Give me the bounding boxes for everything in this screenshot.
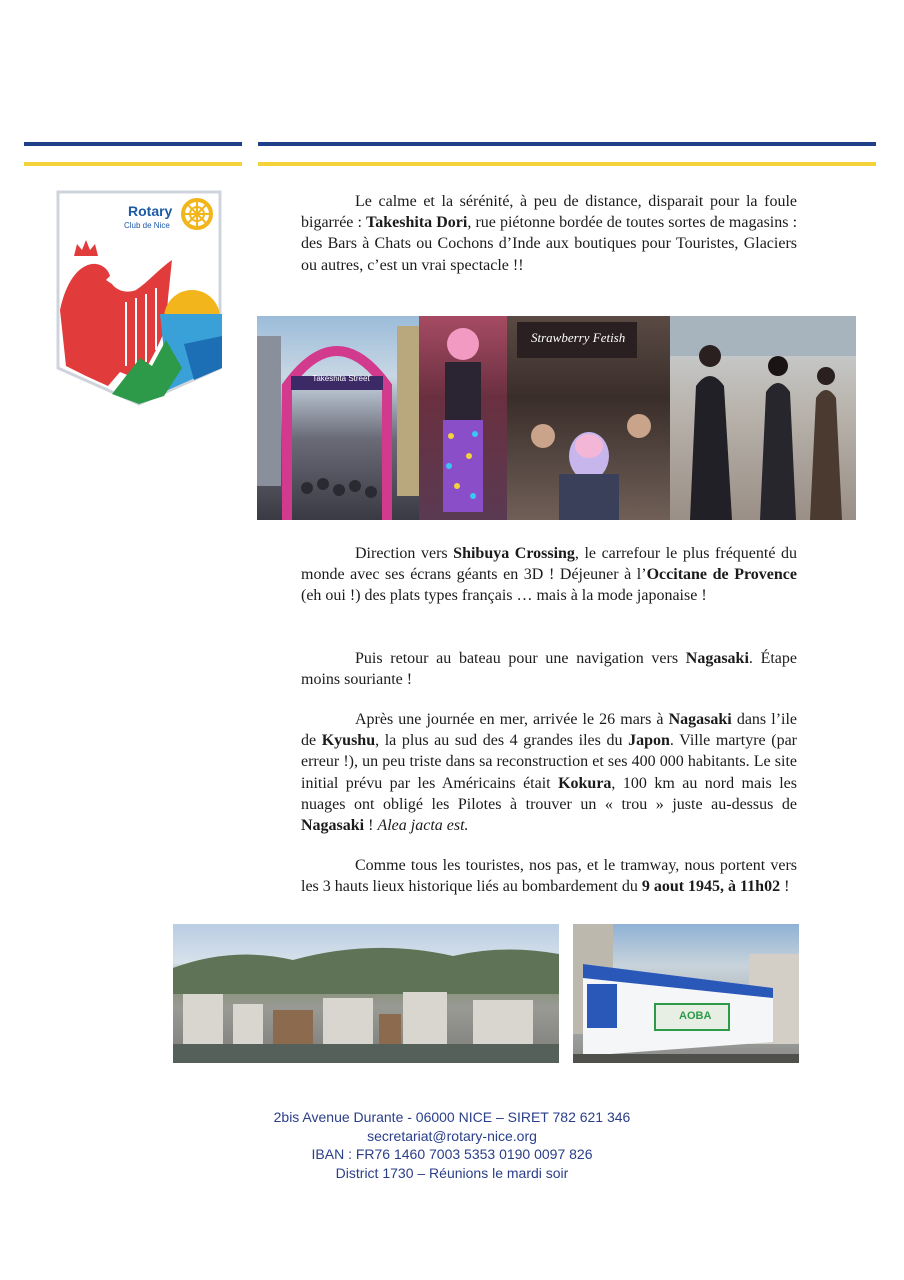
photo-street-crowd xyxy=(670,316,856,520)
photo-nagasaki-tram xyxy=(573,924,799,1063)
header-rule-left-yellow xyxy=(24,162,242,166)
logo-subtitle: Club de Nice xyxy=(124,221,170,230)
tram-ad-text: AOBA xyxy=(679,1010,712,1022)
photo-colorful-outfit xyxy=(419,316,507,520)
rotary-wheel-icon xyxy=(183,200,211,228)
photo-takeshita-street-gate xyxy=(257,316,419,520)
paragraph-return-boat: Puis retour au bateau pour une navigation vers Nagasaki. Étape moins souriante ! xyxy=(301,650,798,689)
paragraph-tramway: Comme tous les touristes, nos pas, et le tramway, nous portent vers les 3 hauts lieux historique liés au bombardement du 9 aout 1945, à 11h02 ! xyxy=(301,857,797,896)
footer-iban: IBAN : FR76 1460 7003 5353 0190 0097 826 xyxy=(311,1146,593,1162)
paragraph-takeshita: Le calme et la sérénité, à peu de distance, disparait pour la foule bigarrée : Takeshita Dori, rue piétonne bordée de toutes sortes de magasins : des Bars à Chats ou Cochons d’Inde aux boutiques pour Touristes, Glaciers ou autres, c’est un vrai spectacle !! xyxy=(301,193,798,274)
photo-nagasaki-city xyxy=(173,924,559,1063)
paragraph-nagasaki: Après une journée en mer, arrivée le 26 mars à Nagasaki dans l’ile de Kyushu, la plus au sud des 4 grandes iles du Japon. Ville martyre (par erreur !), un peu triste dans sa reconstruction et ses 400 000 habitants. Le site initial prévu par les Américains était Kokura, 100 km au nord mais les nuages ont obligé les Pilotes à trouver un « trou » juste au-dessus de Nagasaki ! Alea jacta est. xyxy=(301,711,798,835)
footer-district: District 1730 – Réunions le mardi soir xyxy=(335,1165,569,1181)
footer-email: secretariat@rotary-nice.org xyxy=(367,1128,537,1144)
takeshita-sign-text: Takeshita Street xyxy=(312,374,370,383)
header-rule-right-yellow xyxy=(258,162,876,166)
strawberry-sign-text: Strawberry Fetish xyxy=(531,330,626,345)
photo-strawberry-fetish xyxy=(507,316,670,520)
header-rule-left-blue xyxy=(24,142,242,146)
paragraph-shibuya: Direction vers Shibuya Crossing, le carrefour le plus fréquenté du monde avec ses écrans géants en 3D ! Déjeuner à l’Occitane de Provence (eh oui !) des plats types français … mais à la mode japonaise ! xyxy=(301,545,797,605)
footer-address: 2bis Avenue Durante - 06000 NICE – SIRET 782 621 346 xyxy=(273,1109,631,1125)
header-rule-right-blue xyxy=(258,142,876,146)
logo-title: Rotary xyxy=(128,203,173,219)
